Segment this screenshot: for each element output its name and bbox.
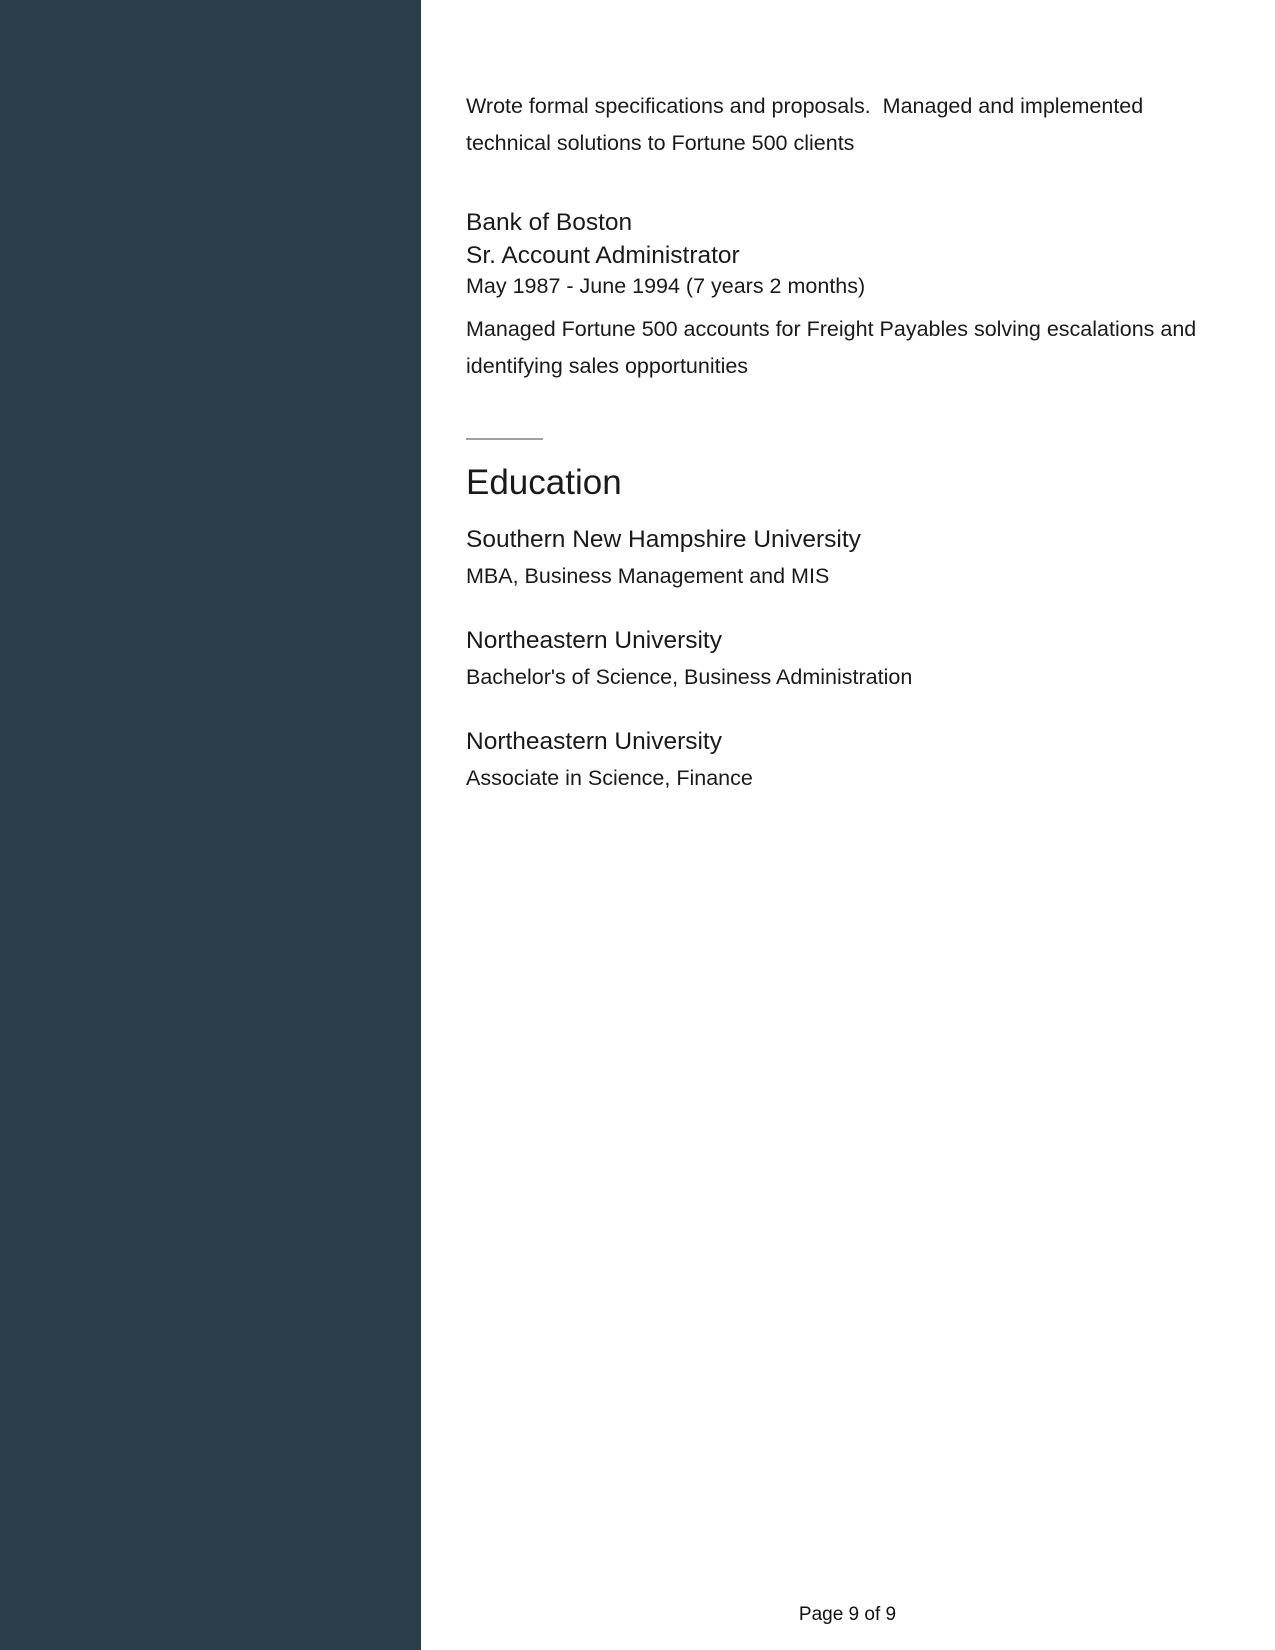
job-description: Managed Fortune 500 accounts for Freight Payables solving escalations and identifying sales opportunities [466,317,1197,378]
education-heading: Education [466,463,622,502]
education-degree: MBA, Business Management and MIS [466,564,830,588]
job-company: Bank of Boston [466,209,633,236]
sidebar-panel [0,0,421,1650]
education-school: Northeastern University [466,627,722,654]
section-divider [466,438,543,440]
education-degree: Bachelor's of Science, Business Administration [466,665,913,689]
education-degree: Associate in Science, Finance [466,766,753,790]
job-title: Sr. Account Administrator [466,242,740,269]
education-entry [466,522,1226,594]
education-list [466,522,1226,825]
education-school: Southern New Hampshire University [466,526,861,553]
job-dates: May 1987 - June 1994 (7 years 2 months) [466,274,866,298]
job-entry [466,206,1236,385]
education-entry [466,724,1226,796]
education-entry [466,623,1226,695]
previous-job-description: Wrote formal specifications and proposals. Managed and implemented technical solutions to Fortune 500 clients [466,94,1150,155]
education-school: Northeastern University [466,728,722,755]
page-number: Page 9 of 9 [798,1604,897,1625]
